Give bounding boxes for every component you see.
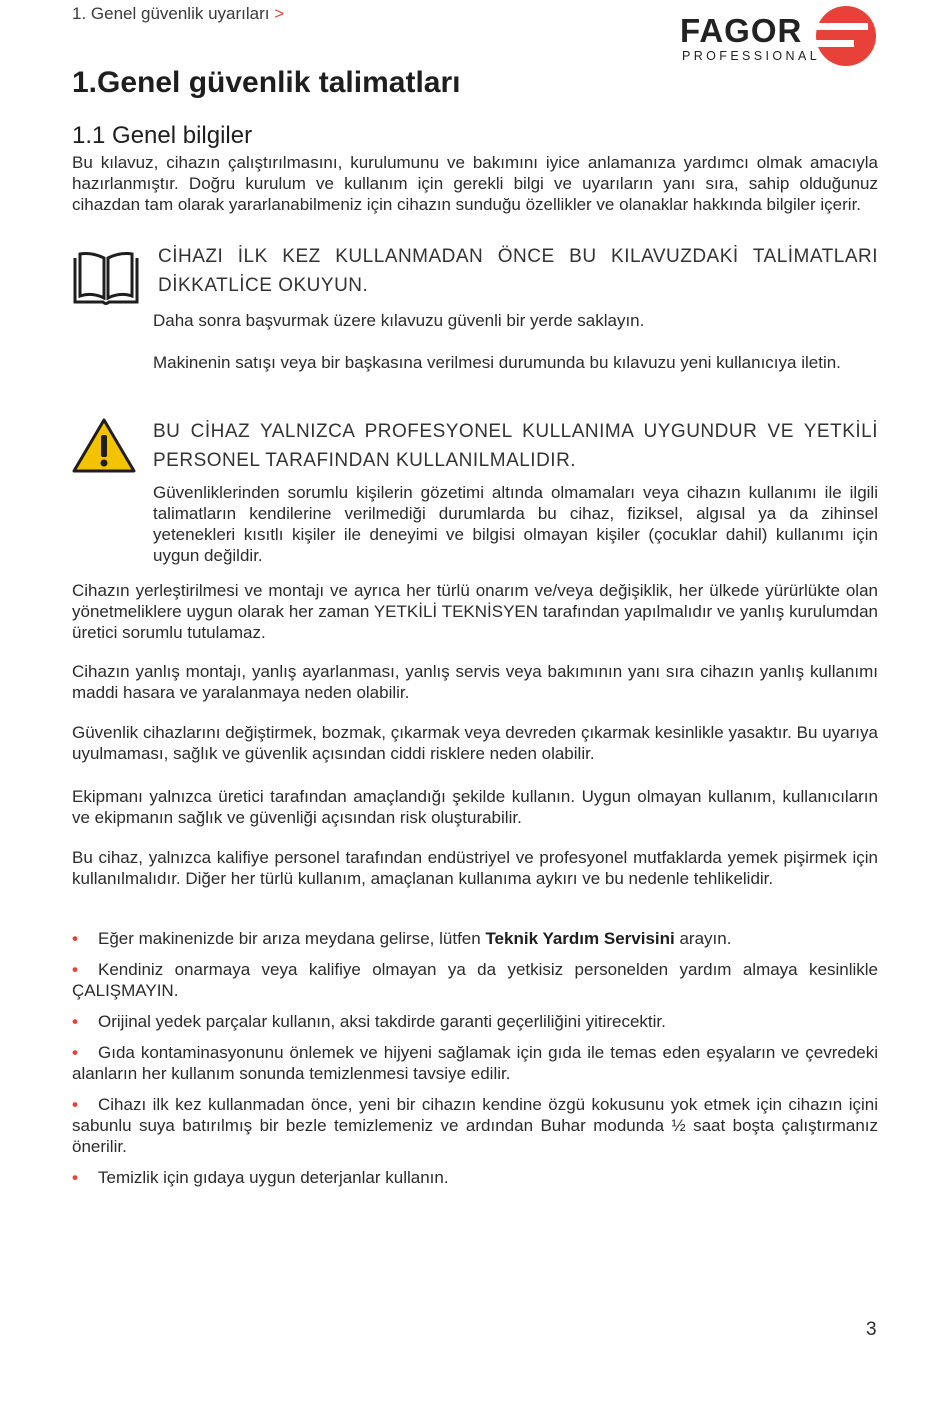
paragraph-installation: Cihazın yerleştirilmesi ve montajı ve ayrıca her türlü onarım ve/veya değişiklik, her ülkede yürürlükte olan yönetmeliklere uygun olarak her zaman YETKİLİ TEKNİSYEN tarafından yapılmalıdır ve yanlış kurulumdan üretici sorumlu tutulamaz. <box>72 581 878 642</box>
breadcrumb-separator: > <box>274 4 285 23</box>
list-item: • Cihazı ilk kez kullanmadan önce, yeni bir cihazın kendine özgü kokusunu yok etmek için cihazın içini sabunlu suya batırılmış bir bezle temizlemeniz ve ardından Buhar modunda ½ saat boşta çalıştırmanız önerilir. <box>72 1095 878 1156</box>
safety-bullet-list <box>72 928 878 1198</box>
page-title: 1.Genel güvenlik talimatları <box>72 66 461 99</box>
service-link-text: Teknik Yardım Servisini <box>485 929 675 948</box>
manual-notice-heading: CİHAZI İLK KEZ KULLANMADAN ÖNCE BU KILAVUZDAKİ TALİMATLARI DİKKATLİCE OKUYUN. <box>158 246 878 296</box>
bullet-icon: • <box>72 960 78 979</box>
open-book-icon <box>72 250 140 306</box>
bullet-icon: • <box>72 1095 78 1114</box>
fagor-logo <box>680 4 880 68</box>
paragraph-safety-devices: Güvenlik cihazlarını değiştirmek, bozmak, çıkarmak veya devreden çıkarmak kesinlikle yasaktır. Bu uyarıya uyulmaması, sağlık ve güvenlik açısından ciddi risklere neden olabilir. <box>72 723 878 763</box>
page-number: 3 <box>866 1319 877 1340</box>
intro-paragraph: Bu kılavuz, cihazın çalıştırılmasını, kurulumunu ve bakımını iyice anlamanıza yardımcı olmak amacıyla hazırlanmıştır. Doğru kurulum ve kullanım için gerekli bilgi ve uyarıların yanı sıra, sahip olduğunuz cihazdan tam olarak yararlanabilmeniz için cihazın sunduğu özellikler ve olanaklar hakkında bilgiler içerir. <box>72 153 878 214</box>
list-item: • Temizlik için gıdaya uygun deterjanlar kullanın. <box>72 1168 449 1187</box>
bullet-icon: • <box>72 1012 78 1031</box>
bullet-icon: • <box>72 1043 78 1062</box>
section-heading: 1.1 Genel bilgiler <box>72 122 253 149</box>
breadcrumb[interactable] <box>72 4 284 24</box>
warning-notice-heading: BU CİHAZ YALNIZCA PROFESYONEL KULLANIMA UYGUNDUR VE YETKİLİ PERSONEL TARAFINDAN KULLANILMALIDIR. <box>153 421 878 471</box>
manual-notice-para2: Makinenin satışı veya bir başkasına verilmesi durumunda bu kılavuzu yeni kullanıcıya iletin. <box>153 353 841 372</box>
paragraph-qualified-personnel: Bu cihaz, yalnızca kalifiye personel tarafından endüstriyel ve profesyonel mutfaklarda yemek pişirmek için kullanılmalıdır. Diğer her türlü kullanım, amaçlanan kullanıma aykırı ve bu nedenle tehlikelidir. <box>72 848 878 888</box>
list-item: • Kendiniz onarmaya veya kalifiye olmayan ya da yetkisiz personelden yardım almaya kesinlikle ÇALIŞMAYIN. <box>72 960 878 1000</box>
warning-triangle-icon <box>72 417 136 474</box>
paragraph-intended-use: Ekipmanı yalnızca üretici tarafından amaçlandığı şekilde kullanın. Uygun olmayan kullanım, kullanıcıların ve ekipmanın sağlık ve güvenliği açısından risk oluşturabilir. <box>72 787 878 827</box>
fagor-logo-mark-icon <box>814 4 878 68</box>
bullet-icon: • <box>72 929 78 948</box>
logo-sub: PROFESSIONAL <box>682 49 821 63</box>
paragraph-damage: Cihazın yanlış montajı, yanlış ayarlanması, yanlış servis veya bakımının yanı sıra cihazın yanlış kullanımı maddi hasara ve yaralanmaya neden olabilir. <box>72 662 878 702</box>
list-item: • Orijinal yedek parçalar kullanın, aksi takdirde garanti geçerliliğini yitirecektir. <box>72 1012 666 1031</box>
breadcrumb-text[interactable]: 1. Genel güvenlik uyarıları <box>72 4 270 23</box>
logo-word: FAGOR <box>680 12 803 49</box>
bullet-icon: • <box>72 1168 78 1187</box>
manual-notice <box>158 242 878 300</box>
list-item: • Gıda kontaminasyonunu önlemek ve hijyeni sağlamak için gıda ile temas eden eşyaların ve çevredeki alanların her kullanım sonunda temizlenmesi tavsiye edilir. <box>72 1043 878 1083</box>
manual-notice-para1: Daha sonra başvurmak üzere kılavuzu güvenli bir yerde saklayın. <box>153 311 645 330</box>
warning-notice <box>153 417 878 475</box>
warning-notice-para: Güvenliklerinden sorumlu kişilerin gözetimi altında olmamaları veya cihazın kullanımı ile ilgili talimatların kendilerine verilmediği durumlarda bu cihaz, fiziksel, algısal ya da zihinsel yetenekleri kısıtlı kişiler ile deneyimi ve bilgisi olmayan kişiler (çocuklar dahil) kullanımı için uygun değildir. <box>153 483 878 565</box>
list-item: • Eğer makinenizde bir arıza meydana gelirse, lütfen Teknik Yardım Servisini arayın. <box>72 929 732 948</box>
